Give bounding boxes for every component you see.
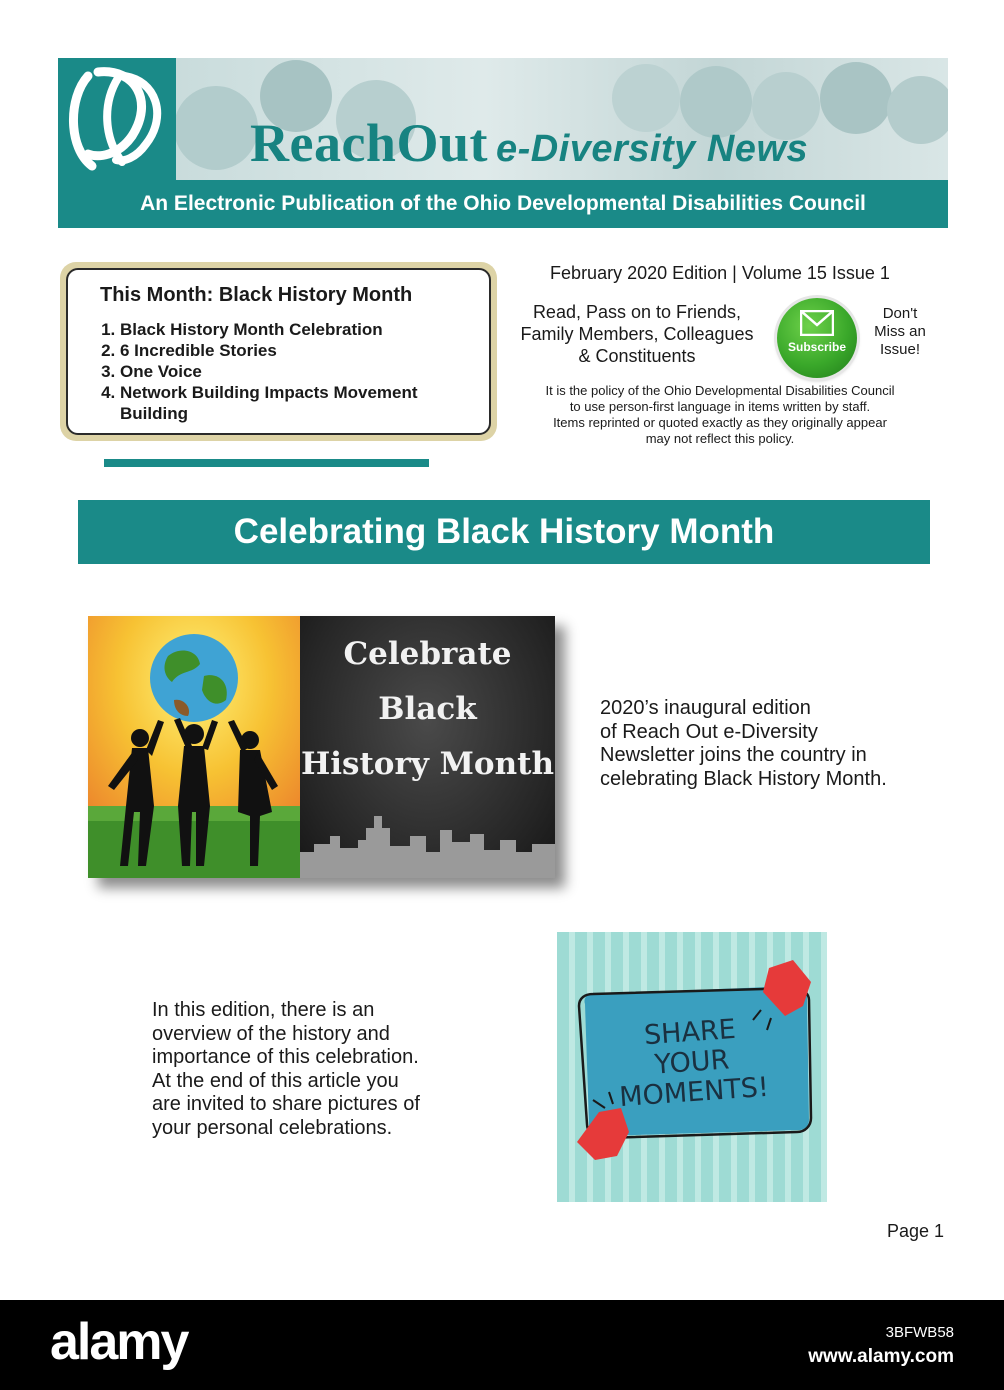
- intro-paragraph: 2020’s inaugural edition of Reach Out e-Diversity Newsletter joins the country in celebrating Black History Month.: [600, 697, 887, 790]
- globe-figures-illustration: [88, 616, 300, 878]
- celebrate-chalkboard: [300, 616, 555, 878]
- language-policy: It is the policy of the Ohio Developmental Disabilities Council to use person-first language in items written by staff. Items reprinted or quoted exactly as they originally appear may not reflect this policy.: [545, 383, 895, 446]
- envelope-icon: [800, 310, 834, 336]
- stock-image-id: 3BFWB58: [885, 1324, 954, 1341]
- contents-item[interactable]: 1. Black History Month Celebration: [120, 319, 469, 340]
- share-your-moments-image: [557, 932, 827, 1202]
- share-prompt: Read, Pass on to Friends, Family Members, Colleagues & Constituents: [520, 302, 754, 366]
- dont-miss-text: Don't Miss an Issue!: [874, 305, 926, 358]
- newsletter-header: [58, 58, 948, 228]
- celebrate-line-3: History Month: [300, 746, 555, 782]
- subscribe-label: Subscribe: [787, 340, 847, 354]
- megaphone-icon: [577, 1108, 629, 1160]
- masthead-subtitle: e-Diversity News: [495, 128, 809, 170]
- edition-info: February 2020 Edition | Volume 15 Issue 1: [550, 263, 890, 283]
- contents-item[interactable]: 4. Network Building Impacts Movement Building: [120, 382, 469, 424]
- publication-tagline: An Electronic Publication of the Ohio Developmental Disabilities Council: [58, 180, 948, 228]
- divider-rule: [104, 459, 429, 467]
- this-month-title: This Month: Black History Month: [100, 284, 413, 306]
- celebrate-black-history-image: [88, 616, 555, 878]
- page-number: Page 1: [886, 1221, 944, 1241]
- dd-logo-icon: [58, 58, 176, 180]
- stock-logo: alamy: [50, 1313, 188, 1371]
- celebrate-line-2: Black: [378, 691, 477, 727]
- overview-paragraph: In this edition, there is an overview of the history and importance of this celebration. At the end of this article you are invited to share pictures of your personal celebrations.: [152, 999, 420, 1139]
- contents-list: [100, 319, 469, 424]
- subscribe-button[interactable]: [777, 298, 857, 378]
- stock-url[interactable]: www.alamy.com: [808, 1346, 954, 1367]
- contents-item[interactable]: 3. One Voice: [120, 361, 469, 382]
- masthead-title: ReachOut e-Diversity News: [250, 113, 809, 173]
- this-month-box: [60, 262, 497, 441]
- contents-item[interactable]: 2. 6 Incredible Stories: [120, 340, 469, 361]
- share-moments-lettering: SHARE YOUR MOMENTS!: [618, 1013, 770, 1114]
- section-title: Celebrating Black History Month: [78, 500, 930, 564]
- celebrate-line-1: Celebrate: [343, 636, 512, 672]
- council-logo: [58, 58, 176, 180]
